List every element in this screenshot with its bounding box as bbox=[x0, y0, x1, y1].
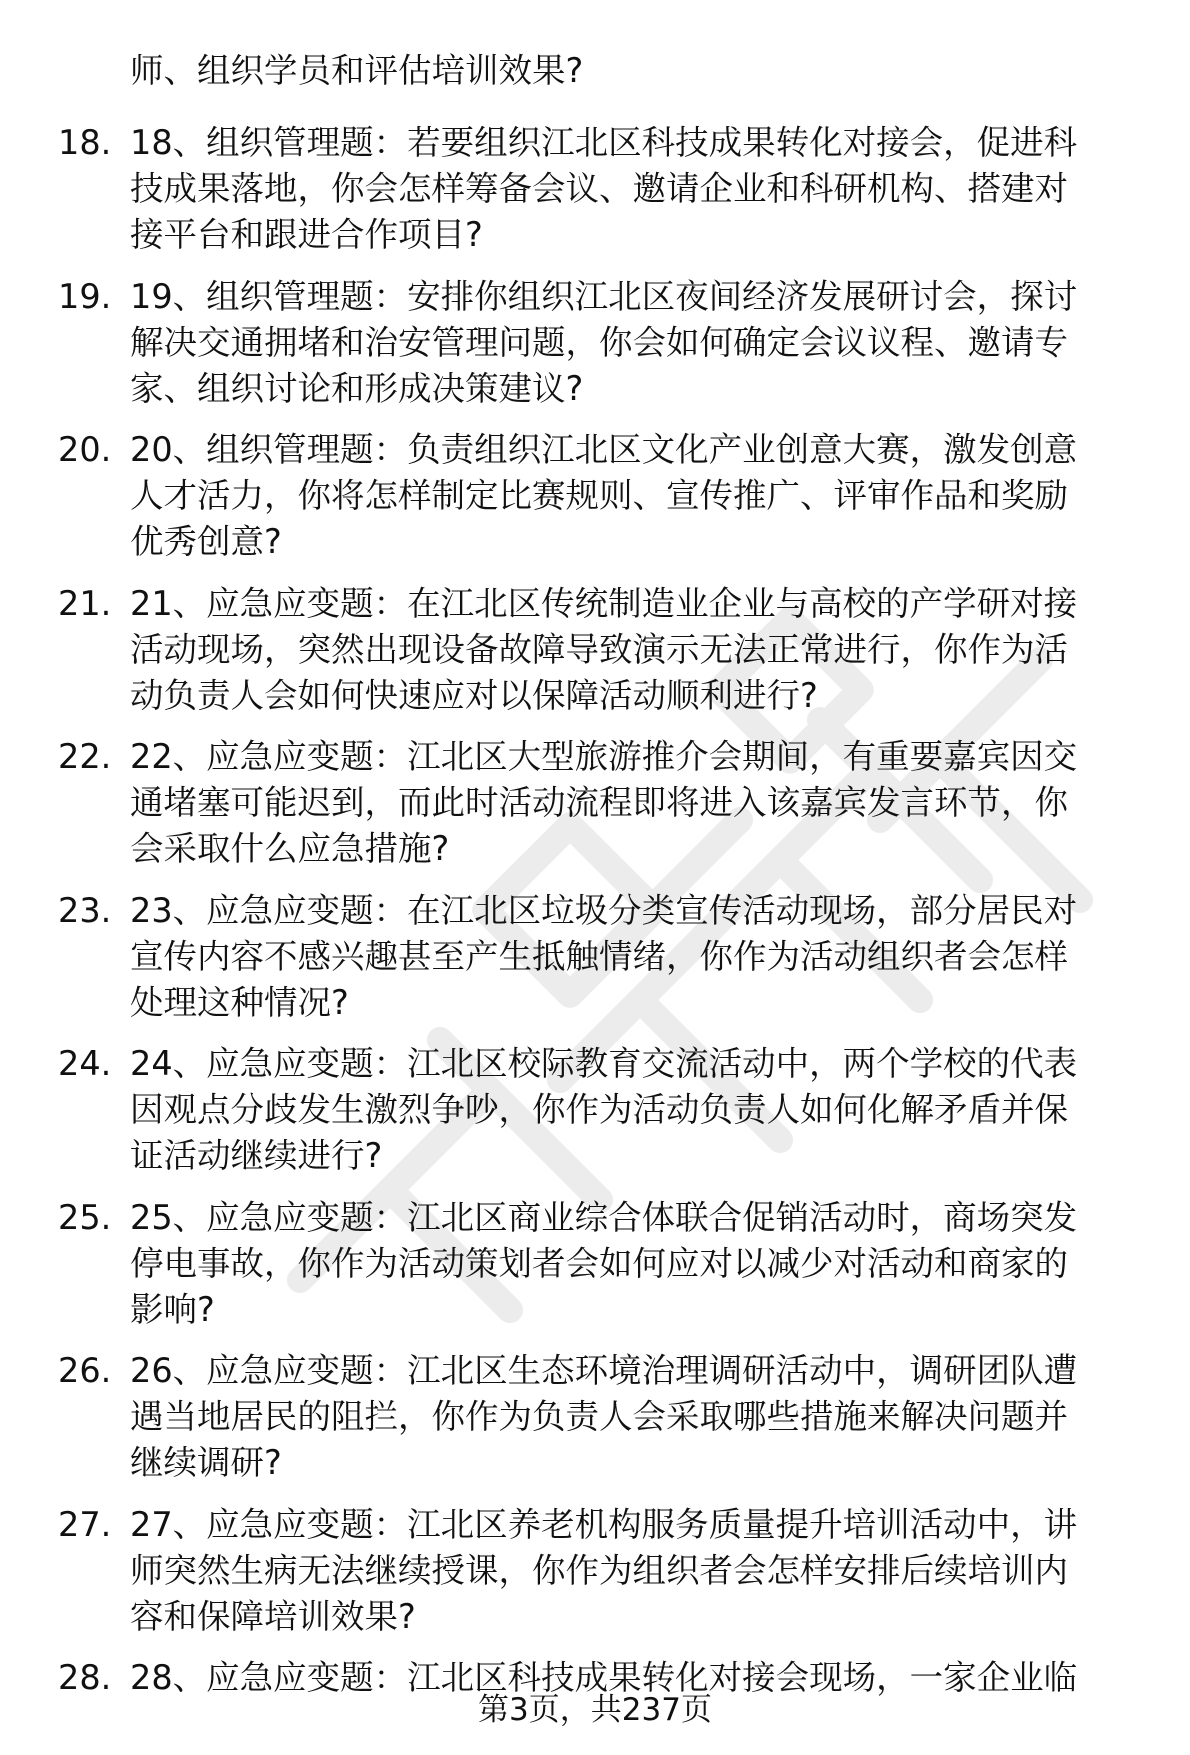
continuation-text: 师、组织学员和评估培训效果? bbox=[130, 51, 584, 90]
question-text-line: 23、应急应变题：在江北区垃圾分类宣传活动现场，部分居民对 bbox=[130, 890, 1078, 930]
question-text-line: 21、应急应变题：在江北区传统制造业企业与高校的产学研对接 bbox=[130, 583, 1078, 623]
question-text-line: 继续调研? bbox=[130, 1443, 282, 1482]
question-text-line: 26、应急应变题：江北区生态环境治理调研活动中，调研团队遭 bbox=[130, 1351, 1078, 1390]
question-item bbox=[58, 734, 1158, 872]
question-item bbox=[58, 581, 1158, 719]
question-text-line: 28、应急应变题：江北区科技成果转化对接会现场，一家企业临 bbox=[130, 1658, 1078, 1697]
question-text-line: 会采取什么应急措施? bbox=[130, 829, 450, 868]
question-item bbox=[58, 427, 1158, 565]
question-item bbox=[58, 1502, 1158, 1640]
question-number: 28. bbox=[58, 1658, 112, 1697]
question-text-line: 动负责人会如何快速应对以保障活动顺利进行? bbox=[130, 675, 818, 715]
question-number: 18. bbox=[58, 123, 112, 162]
question-list bbox=[58, 48, 1158, 1717]
question-item bbox=[58, 1195, 1158, 1333]
question-text-line: 停电事故，你作为活动策划者会如何应对以减少对活动和商家的 bbox=[130, 1243, 1068, 1283]
question-text-line: 22、应急应变题：江北区大型旅游推介会期间，有重要嘉宾因交 bbox=[130, 737, 1078, 776]
question-text-line: 24、应急应变题：江北区校际教育交流活动中，两个学校的代表 bbox=[130, 1044, 1078, 1083]
question-text-line: 宣传内容不感兴趣甚至产生抵触情绪，你作为活动组织者会怎样 bbox=[130, 936, 1068, 976]
question-text-line: 18、组织管理题：若要组织江北区科技成果转化对接会，促进科 bbox=[130, 123, 1078, 162]
question-text-line: 家、组织讨论和形成决策建议? bbox=[130, 368, 584, 408]
question-text-line: 证活动继续进行? bbox=[130, 1136, 383, 1175]
question-text-line: 19、组织管理题：安排你组织江北区夜间经济发展研讨会，探讨 bbox=[130, 276, 1078, 316]
question-item bbox=[58, 888, 1158, 1026]
question-number: 22. bbox=[58, 737, 112, 776]
question-text-line: 25、应急应变题：江北区商业综合体联合促销活动时，商场突发 bbox=[130, 1197, 1078, 1237]
question-number: 27. bbox=[58, 1504, 112, 1544]
question-text-line: 接平台和跟进合作项目? bbox=[130, 215, 483, 254]
question-number: 21. bbox=[58, 583, 112, 623]
question-text-line: 解决交通拥堵和治安管理问题，你会如何确定会议议程、邀请专 bbox=[130, 322, 1068, 362]
question-number: 23. bbox=[58, 890, 112, 930]
question-number: 19. bbox=[58, 276, 112, 316]
question-text-line: 通堵塞可能迟到，而此时活动流程即将进入该嘉宾发言环节，你 bbox=[130, 783, 1068, 822]
question-number: 26. bbox=[58, 1351, 112, 1390]
question-text-line: 20、组织管理题：负责组织江北区文化产业创意大赛，激发创意 bbox=[130, 430, 1078, 469]
question-number: 25. bbox=[58, 1197, 112, 1237]
page-footer: 第3页，共237页 bbox=[478, 1692, 712, 1728]
question-item bbox=[58, 120, 1158, 258]
question-items bbox=[58, 120, 1158, 1701]
question-text-line: 因观点分歧发生激烈争吵，你作为活动负责人如何化解矛盾并保 bbox=[130, 1090, 1068, 1129]
question-item bbox=[58, 274, 1158, 412]
question-text-line: 处理这种情况? bbox=[130, 982, 349, 1022]
question-text-line: 技成果落地，你会怎样筹备会议、邀请企业和科研机构、搭建对 bbox=[130, 169, 1068, 208]
question-number: 20. bbox=[58, 430, 112, 469]
question-text-line: 活动现场，突然出现设备故障导致演示无法正常进行，你作为活 bbox=[130, 629, 1068, 669]
question-text-line: 人才活力，你将怎样制定比赛规则、宣传推广、评审作品和奖励 bbox=[130, 476, 1068, 515]
question-text-line: 影响? bbox=[130, 1289, 215, 1329]
question-item bbox=[58, 1348, 1158, 1486]
question-text-line: 师突然生病无法继续授课，你作为组织者会怎样安排后续培训内 bbox=[130, 1550, 1068, 1590]
question-text-line: 27、应急应变题：江北区养老机构服务质量提升培训活动中，讲 bbox=[130, 1504, 1078, 1544]
question-text-line: 遇当地居民的阻拦，你作为负责人会采取哪些措施来解决问题并 bbox=[130, 1397, 1068, 1436]
question-item bbox=[58, 1041, 1158, 1179]
question-text-line: 容和保障培训效果? bbox=[130, 1596, 416, 1636]
question-number: 24. bbox=[58, 1044, 112, 1083]
question-text-line: 优秀创意? bbox=[130, 522, 282, 561]
